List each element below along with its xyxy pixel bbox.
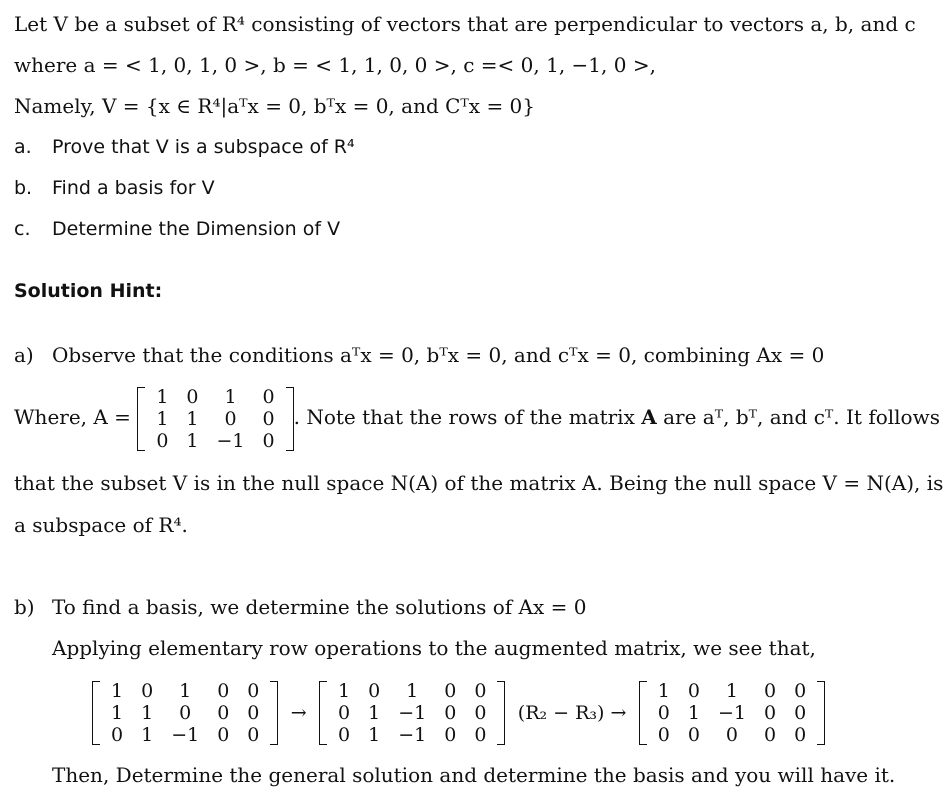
matrix-cell: 0 <box>444 723 457 746</box>
row-op-label: (R₂ − R₃) → <box>517 701 627 724</box>
matrix-cell: 0 <box>794 723 807 746</box>
matrix-cell: 1 <box>687 701 700 724</box>
matrix-cell: 0 <box>111 723 124 746</box>
matrix-cell: 0 <box>247 723 260 746</box>
hint-heading: Solution Hint: <box>14 280 163 302</box>
matrix-cell: 1 <box>141 701 154 724</box>
where-suffix-1: . Note that the rows of the matrix <box>293 405 642 429</box>
matrix-cell: −1 <box>398 723 427 746</box>
matrix-cell: 1 <box>406 679 419 702</box>
matrix-cell: 1 <box>179 679 192 702</box>
augmented-matrix-3 <box>639 680 825 746</box>
where-prefix: Where, A = <box>14 405 131 429</box>
matrix-cell: 1 <box>111 679 124 702</box>
matrix-cell: 1 <box>338 679 351 702</box>
hint-b-final: Then, Determine the general solution and determine the basis and you will have it. <box>52 763 896 787</box>
matrix-cell: 0 <box>444 679 457 702</box>
matrix-cell: 0 <box>657 701 670 724</box>
hint-a-label: a) <box>14 343 34 367</box>
matrix-cell: 1 <box>657 679 670 702</box>
matrix-cell: 0 <box>725 723 739 746</box>
matrix-cell: 0 <box>179 701 192 724</box>
hint-a-text: Observe that the conditions aᵀx = 0, bᵀx = 0, and cᵀx = 0, combining Ax = 0 <box>52 343 825 367</box>
matrix-cell: 1 <box>368 701 381 724</box>
matrix-cell: 0 <box>687 723 700 746</box>
hint-b-label: b) <box>14 595 35 619</box>
matrix-cell: 1 <box>156 407 169 430</box>
matrix-cell: −1 <box>216 429 245 452</box>
matrix-cell: 0 <box>338 701 351 724</box>
matrix-cell: 1 <box>186 407 199 430</box>
matrix-cell: 0 <box>217 723 230 746</box>
matrix-cell: 0 <box>141 679 154 702</box>
matrix-cell: −1 <box>398 701 427 724</box>
where-line <box>14 384 940 452</box>
matrix-cell: 1 <box>368 723 381 746</box>
matrix-cell: 1 <box>156 385 169 408</box>
matrix-cell: 0 <box>217 679 230 702</box>
matrix-cell: 0 <box>474 679 487 702</box>
part-b-label: b. <box>14 177 33 199</box>
matrix-cell: 0 <box>262 429 275 452</box>
hint-b-line <box>14 594 586 620</box>
matrix-cell: 0 <box>474 701 487 724</box>
matrix-cell: 0 <box>217 701 230 724</box>
matrix-cell: 0 <box>262 385 275 408</box>
augmented-matrix-1 <box>92 680 278 746</box>
hint-b-line-2: Applying elementary row operations to the augmented matrix, we see that, <box>52 636 816 660</box>
row-reduction <box>92 676 825 748</box>
part-c <box>14 216 340 242</box>
part-c-label: c. <box>14 218 31 240</box>
matrix-cell: 0 <box>687 679 700 702</box>
matrix-cell: −1 <box>717 701 746 724</box>
matrix-cell: 0 <box>657 723 670 746</box>
problem-line-1: Let V be a subset of R⁴ consisting of vectors that are perpendicular to vectors a, b, and c <box>14 12 916 36</box>
where-suffix-2: are aᵀ, bᵀ, and cᵀ. It follows <box>656 405 940 429</box>
matrix-cell: 0 <box>763 701 777 724</box>
matrix-cell: 1 <box>725 679 739 702</box>
problem-line-2: where a = < 1, 0, 1, 0 >, b = < 1, 1, 0, 0 >, c =< 0, 1, −1, 0 >, <box>14 53 656 77</box>
matrix-cell: 0 <box>763 679 777 702</box>
matrix-cell: 1 <box>141 723 154 746</box>
matrix-cell: 0 <box>262 407 275 430</box>
matrix-cell: 0 <box>156 429 169 452</box>
matrix-cell: 0 <box>368 679 381 702</box>
problem-line-3: Namely, V = {x ∈ R⁴|aᵀx = 0, bᵀx = 0, and Cᵀx = 0} <box>14 94 536 118</box>
hint-a-cont-2: a subspace of R⁴. <box>14 513 188 537</box>
augmented-matrix-2 <box>319 680 505 746</box>
matrix-A <box>137 386 293 452</box>
part-b-text: Find a basis for V <box>52 177 215 199</box>
matrix-cell: 0 <box>338 723 351 746</box>
matrix-cell: 0 <box>444 701 457 724</box>
matrix-cell: 1 <box>111 701 124 724</box>
matrix-cell: 0 <box>224 407 237 430</box>
matrix-cell: 0 <box>247 701 260 724</box>
hint-b-text: To find a basis, we determine the solutions of Ax = 0 <box>52 595 587 619</box>
arrow-1: → <box>290 701 307 724</box>
part-c-text: Determine the Dimension of V <box>52 218 341 240</box>
part-a-label: a. <box>14 136 32 158</box>
matrix-cell: 0 <box>247 679 260 702</box>
matrix-cell: 1 <box>224 385 237 408</box>
hint-a-line <box>14 342 824 368</box>
matrix-cell: −1 <box>171 723 200 746</box>
matrix-cell: 0 <box>186 385 199 408</box>
where-bold-A: A <box>641 405 657 429</box>
matrix-cell: 0 <box>794 679 807 702</box>
part-a-text: Prove that V is a subspace of R⁴ <box>52 136 355 158</box>
matrix-cell: 0 <box>794 701 807 724</box>
matrix-cell: 0 <box>763 723 777 746</box>
matrix-cell: 1 <box>186 429 199 452</box>
matrix-cell: 0 <box>474 723 487 746</box>
part-a <box>14 134 355 160</box>
part-b <box>14 175 215 201</box>
hint-a-cont-1: that the subset V is in the null space N(A) of the matrix A. Being the null space V = N(A), is <box>14 471 944 495</box>
